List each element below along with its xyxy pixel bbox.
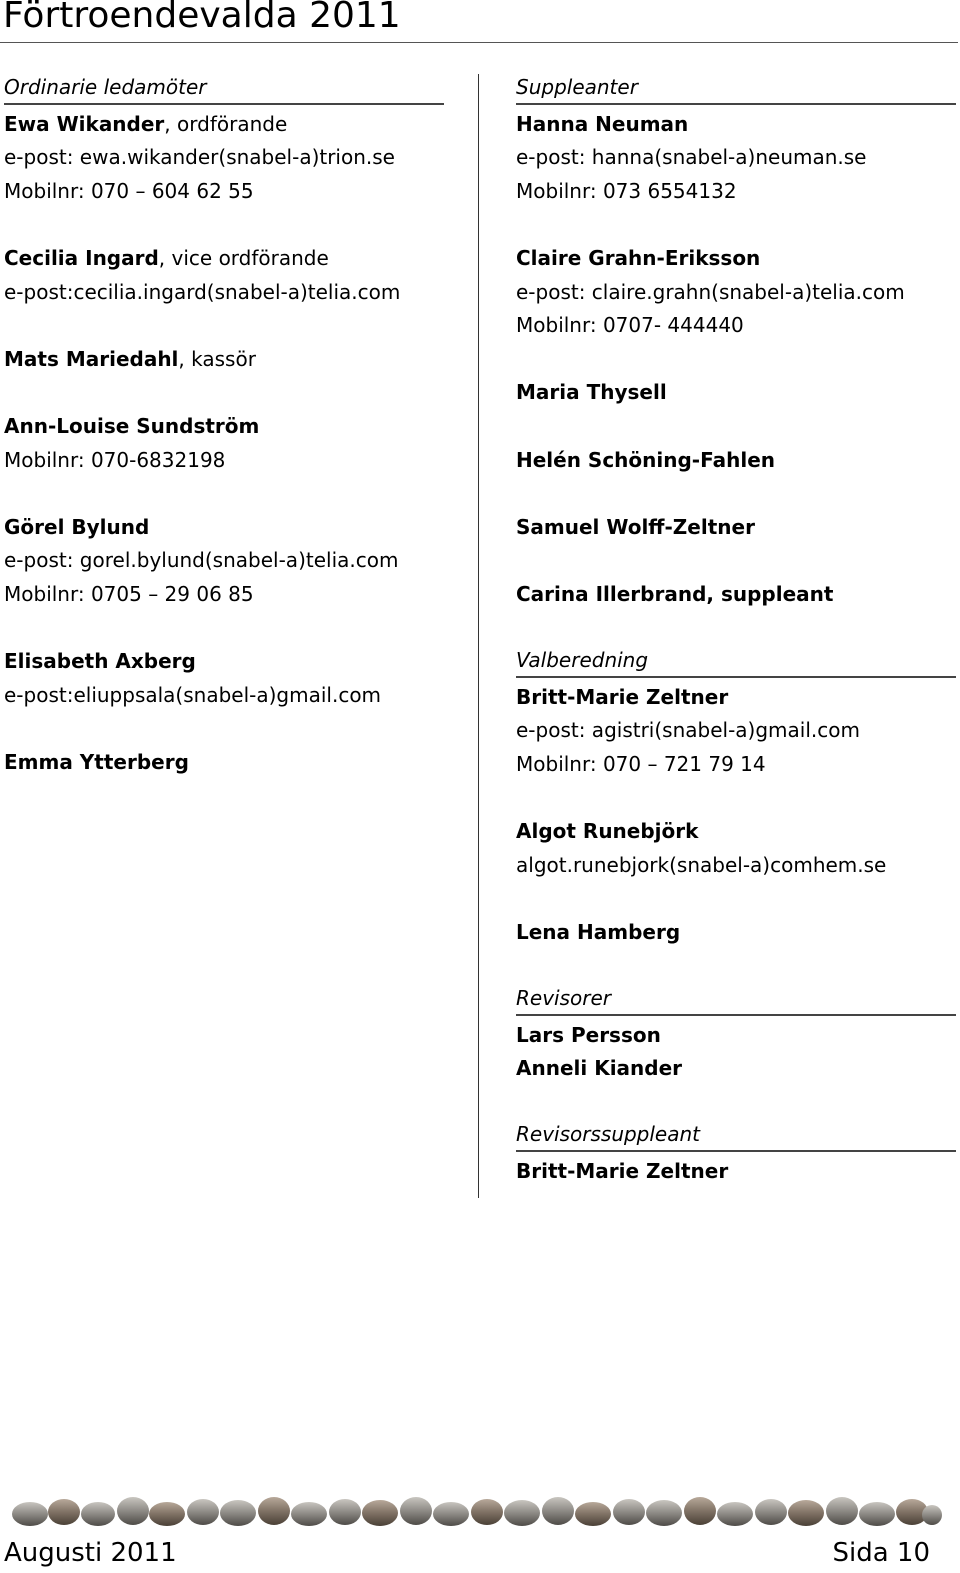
member-email: e-post:cecilia.ingard(snabel-a)telia.com [4, 279, 401, 304]
member-phone: Mobilnr: 070 – 604 62 55 [4, 178, 254, 203]
member-email: e-post: ewa.wikander(snabel-a)trion.se [4, 145, 395, 170]
stone-border-decoration [12, 1492, 942, 1530]
member-cecilia [4, 242, 444, 276]
member-phone: Mobilnr: 0705 – 29 06 85 [4, 581, 254, 606]
member-name: Lars Persson [516, 1022, 661, 1047]
section-heading-ordinarie: Ordinarie ledamöter [4, 72, 444, 105]
section-heading-revisorer: Revisorer [516, 983, 956, 1016]
member-name: Claire Grahn-Eriksson [516, 245, 761, 270]
member-mats [4, 343, 444, 377]
title-divider [0, 42, 958, 43]
left-column [4, 72, 444, 779]
member-email: algot.runebjork(snabel-a)comhem.se [516, 852, 887, 877]
section-heading-revisorssuppleant: Revisorssuppleant [516, 1119, 956, 1152]
member-name: Lena Hamberg [516, 919, 681, 944]
member-name: Ann-Louise Sundström [4, 413, 260, 438]
member-name: Britt-Marie Zeltner [516, 684, 729, 709]
member-name: Elisabeth Axberg [4, 649, 196, 674]
member-email: e-post:eliuppsala(snabel-a)gmail.com [4, 682, 382, 707]
member-name: Maria Thysell [516, 380, 667, 405]
footer-date: Augusti 2011 [4, 1538, 177, 1568]
member-email: e-post: hanna(snabel-a)neuman.se [516, 145, 867, 170]
member-role: , vice ordförande [158, 245, 329, 270]
member-phone: Mobilnr: 0707- 444440 [516, 313, 744, 338]
member-name: Emma Ytterberg [4, 749, 189, 774]
member-name: Hanna Neuman [516, 111, 689, 136]
member-role: , kassör [178, 346, 256, 371]
member-email: e-post: claire.grahn(snabel-a)telia.com [516, 279, 905, 304]
section-heading-suppleanter: Suppleanter [516, 72, 956, 105]
member-name: Anneli Kiander [516, 1056, 683, 1081]
member-name: Cecilia Ingard [4, 245, 159, 270]
member-ewa [4, 108, 444, 142]
member-email: e-post: agistri(snabel-a)gmail.com [516, 718, 860, 743]
member-role: , ordförande [164, 111, 288, 136]
member-name: Algot Runebjörk [516, 819, 699, 844]
member-name: Britt-Marie Zeltner [516, 1159, 729, 1183]
member-phone: Mobilnr: 070 – 721 79 14 [516, 751, 766, 776]
member-email: e-post: gorel.bylund(snabel-a)telia.com [4, 548, 399, 573]
member-name: Samuel Wolff-Zeltner [516, 514, 755, 539]
column-divider [478, 74, 479, 1198]
member-phone: Mobilnr: 073 6554132 [516, 178, 737, 203]
section-heading-valberedning: Valberedning [516, 645, 956, 678]
member-name: Ewa Wikander [4, 111, 165, 136]
member-name: Mats Mariedahl [4, 346, 179, 371]
page-title: Förtroendevalda 2011 [3, 0, 401, 36]
footer-page-number: Sida 10 [832, 1538, 930, 1568]
member-phone: Mobilnr: 070-6832198 [4, 447, 226, 472]
member-name: Helén Schöning-Fahlen [516, 447, 775, 472]
member-name: Carina Illerbrand, suppleant [516, 581, 834, 606]
right-column [516, 72, 956, 1189]
member-name: Görel Bylund [4, 514, 150, 539]
